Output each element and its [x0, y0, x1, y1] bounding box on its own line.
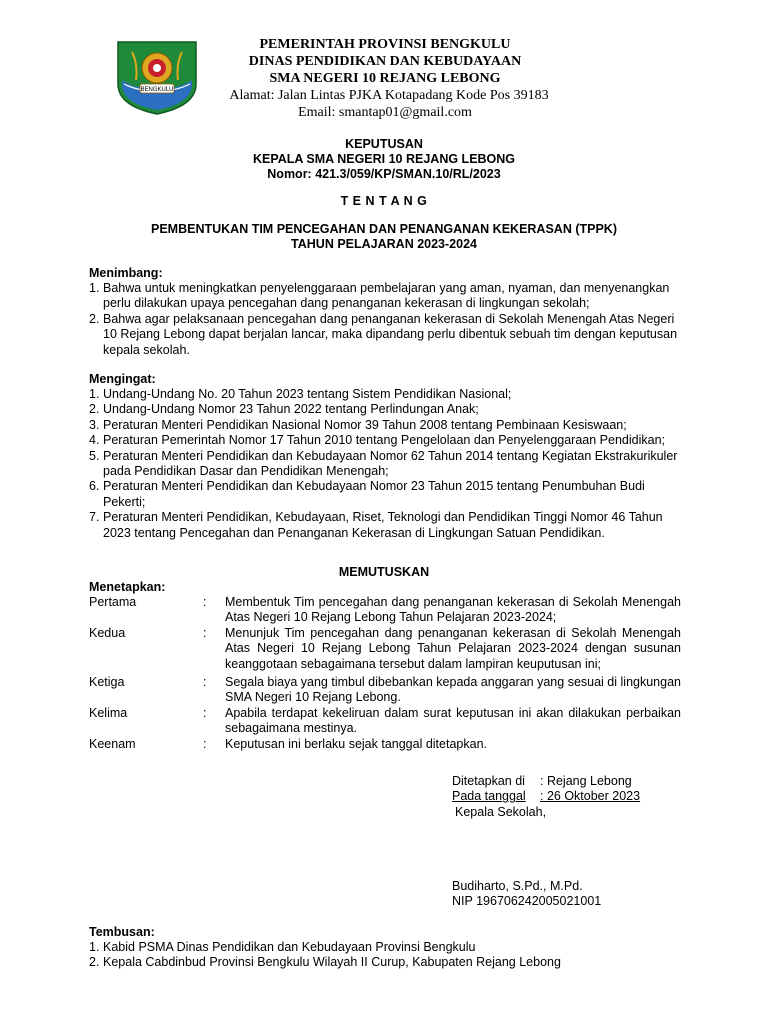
mengingat-title: Mengingat:	[89, 372, 156, 386]
logo-ribbon-text: BENGKULU	[140, 87, 174, 93]
decree-about: T E N T A N G	[340, 194, 428, 208]
signature-place: Ditetapkan di : Rejang Lebong	[452, 774, 632, 788]
signature-position: Kepala Sekolah,	[455, 804, 547, 819]
list-item: 2. Kepala Cabdinbud Provinsi Bengkulu Wilayah II Curup, Kabupaten Rejang Lebong	[89, 955, 561, 970]
menimbang-title: Menimbang:	[89, 266, 163, 280]
decision-row-keenam: Keenam : Keputusan ini berlaku sejak tanggal ditetapkan.	[89, 736, 487, 751]
signatory-name: Budiharto, S.Pd., M.Pd.	[452, 879, 583, 893]
decision-row-kedua: Kedua : Menunjuk Tim pencegahan dang penanganan kekerasan di Sekolah Menengah Atas Negeri 10 Rejang Lebong Tahun Pelajaran 2023-2024 dengan susunan keanggotaan sebagaimana tersebut dalam lampiran keuputusan ini;	[89, 625, 681, 671]
memutuskan-title: MEMUTUSKAN	[338, 565, 430, 579]
decision-row-ketiga: Ketiga : Segala biaya yang timbul dibebankan kepada anggaran yang sesuai di lingkungan SMA Negeri 10 Rejang Lebong.	[89, 675, 681, 705]
letterhead-department: DINAS PENDIDIKAN DAN KEBUDAYAAN	[248, 54, 522, 69]
letterhead-email: Email: smantap01@gmail.com	[298, 105, 472, 120]
decree-number: Nomor: 421.3/059/KP/SMAN.10/RL/2023	[267, 167, 501, 181]
mengingat-list	[89, 387, 681, 541]
province-emblem-icon	[116, 40, 198, 116]
decision-list	[89, 595, 681, 752]
signatory-nip: NIP 196706242005021001	[452, 894, 602, 909]
menimbang-list	[89, 281, 681, 358]
letterhead-school: SMA NEGERI 10 REJANG LEBONG	[269, 71, 501, 86]
tembusan-title: Tembusan:	[89, 925, 155, 939]
signature-date: Pada tanggal : 26 Oktober 2023	[452, 789, 641, 804]
decree-title: KEPUTUSAN	[345, 137, 423, 151]
list-item: 6. Peraturan Menteri Pendidikan dan Kebudayaan Nomor 23 Tahun 2015 tentang Penumbuhan Budi Pekerti;	[89, 479, 645, 509]
list-item: 5. Peraturan Menteri Pendidikan dan Kebudayaan Nomor 62 Tahun 2014 tentang Kegiatan Ekstrakurikuler pada Pendidikan Dasar dan Pendidikan Menengah;	[89, 448, 678, 479]
tembusan-list	[89, 940, 681, 971]
letterhead-address: Alamat: Jalan Lintas PJKA Kotapadang Kode Pos 39183	[229, 88, 549, 103]
signatory	[452, 879, 601, 910]
decree-issuer: KEPALA SMA NEGERI 10 REJANG LEBONG	[252, 152, 516, 166]
list-item: 2. Bahwa agar pelaksanaan pencegahan dang penanganan kekerasan di Sekolah Menengah Atas Negeri 10 Rejang Lebong dapat berjalan lancar, maka dipandang perlu dibentuk sebuah tim dengan keputusan kepala sekolah.	[89, 311, 678, 357]
letterhead	[200, 36, 570, 121]
letterhead-province: PEMERINTAH PROVINSI BENGKULU	[259, 37, 511, 52]
list-item: 4. Peraturan Pemerintah Nomor 17 Tahun 2010 tentang Pengelolaan dan Penyelenggaraan Pendidikan;	[89, 433, 665, 448]
decree-subject-line1: PEMBENTUKAN TIM PENCEGAHAN DAN PENANGANAN KEKERASAN (TPPK)	[151, 222, 617, 236]
list-item: 1. Undang-Undang No. 20 Tahun 2023 tentang Sistem Pendidikan Nasional;	[89, 387, 512, 401]
decision-row-pertama: Pertama : Membentuk Tim pencegahan dang penanganan kekerasan di Sekolah Menengah Atas Negeri 10 Rejang Lebong Tahun Pelajaran 2023-2024;	[89, 595, 681, 625]
list-item: 7. Peraturan Menteri Pendidikan, Kebudayaan, Riset, Teknologi dan Pendidikan Tinggi Nomor 46 Tahun 2023 tentang Pencegahan dan Penanganan Kekerasan di Lingkungan Satuan Pendidikan.	[89, 510, 663, 540]
list-item: 1. Bahwa untuk meningkatkan penyelenggaraan pembelajaran yang aman, nyaman, dan menyenangkan perlu dilakukan upaya pencegahan dang penanganan kekerasan di lingkungan sekolah;	[89, 281, 670, 311]
menetapkan-title: Menetapkan:	[89, 580, 166, 594]
list-item: 3. Peraturan Menteri Pendidikan Nasional Nomor 39 Tahun 2008 tentang Pembinaan Kesiswaan;	[89, 417, 627, 432]
list-item: 1. Kabid PSMA Dinas Pendidikan dan Kebudayaan Provinsi Bengkulu	[89, 940, 476, 954]
signature-block	[452, 774, 640, 820]
list-item: 2. Undang-Undang Nomor 23 Tahun 2022 tentang Perlindungan Anak;	[89, 402, 479, 417]
decision-row-kelima: Kelima : Apabila terdapat kekeliruan dalam surat keputusan ini akan dilakukan perbaikan sebagaimana mestinya.	[89, 705, 681, 736]
decree-subject-line2: TAHUN PELAJARAN 2023-2024	[291, 237, 477, 251]
